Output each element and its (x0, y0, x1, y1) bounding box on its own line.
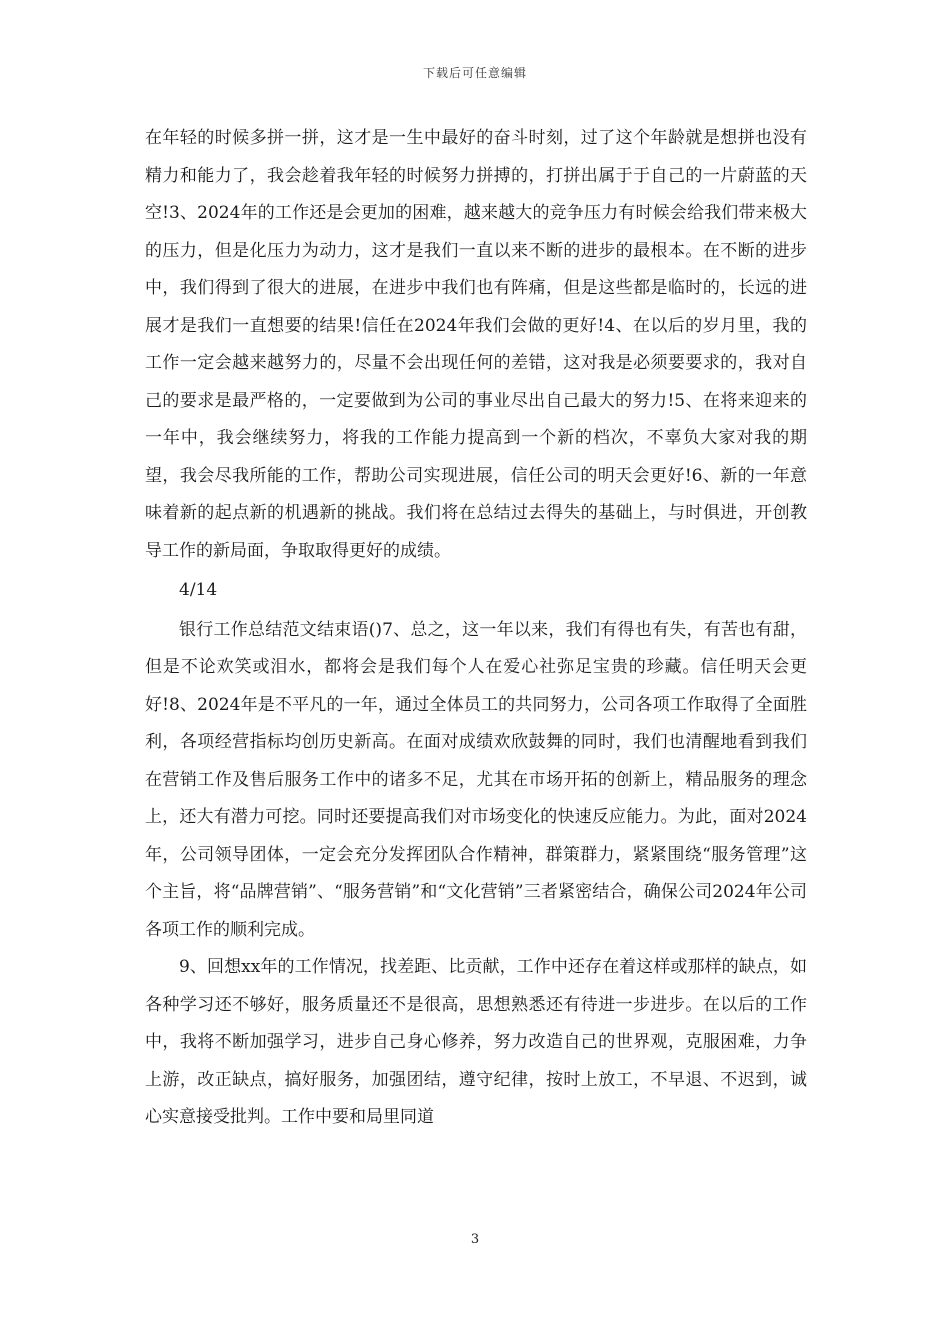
document-body (145, 120, 807, 1137)
paragraph-2: 银行工作总结范文结束语()7、总之，这一年以来，我们有得也有失，有苦也有甜，但是不论欢笑或泪水，都将会是我们每个人在爱心社弥足宝贵的珍藏。信任明天会更好!8、2024年是不平凡的一年，通过全体员工的共同努力，公司各项工作取得了全面胜利，各项经营指标均创历史新高。在面对成绩欢欣鼓舞的同时，我们也清醒地看到我们在营销工作及售后服务工作中的诸多不足，尤其在市场开拓的创新上，精品服务的理念上，还大有潜力可挖。同时还要提高我们对市场变化的快速反应能力。为此，面对2024年，公司领导团体，一定会充分发挥团队合作精神，群策群力，紧紧围绕“服务管理”这个主旨，将“品牌营销”、“服务营销”和“文化营销”三者紧密结合，确保公司2024年公司各项工作的顺利完成。 (145, 619, 807, 940)
page-header: 下载后可任意编辑 (422, 66, 527, 80)
page-mark: 4/14 (179, 580, 218, 600)
page-number: 3 (470, 1232, 480, 1247)
paragraph-3: 9、回想xx年的工作情况，找差距、比贡献，工作中还存在着这样或那样的缺点，如各种学习还不够好，服务质量还不是很高，思想熟悉还有待进一步进步。在以后的工作中，我将不断加强学习，进步自己身心修养，努力改造自己的世界观，克服困难，力争上游，改正缺点，搞好服务，加强团结，遵守纪律，按时上放工，不早退、不迟到，诚心实意接受批判。工作中要和局里同道 (145, 957, 807, 1127)
paragraph-1: 在年轻的时候多拼一拼，这才是一生中最好的奋斗时刻，过了这个年龄就是想拼也没有精力和能力了，我会趁着我年轻的时候努力拼搏的，打拼出属于于自己的一片蔚蓝的天空!3、2024年的工作还是会更加的困难，越来越大的竞争压力有时候会给我们带来极大的压力，但是化压力为动力，这才是我们一直以来不断的进步的最根本。在不断的进步中，我们得到了很大的进展，在进步中我们也有阵痛，但是这些都是临时的，长远的进展才是我们一直想要的结果!信任在2024年我们会做的更好!4、在以后的岁月里，我的工作一定会越来越努力的，尽量不会出现任何的差错，这对我是必须要要求的，我对自己的要求是最严格的，一定要做到为公司的事业尽出自己最大的努力!5、在将来迎来的一年中，我会继续努力，将我的工作能力提高到一个新的档次，不辜负大家对我的期望，我会尽我所能的工作，帮助公司实现进展，信任公司的明天会更好!6、新的一年意味着新的起点新的机遇新的挑战。我们将在总结过去得失的基础上，与时俱进，开创教导工作的新局面，争取取得更好的成绩。 (145, 128, 807, 561)
